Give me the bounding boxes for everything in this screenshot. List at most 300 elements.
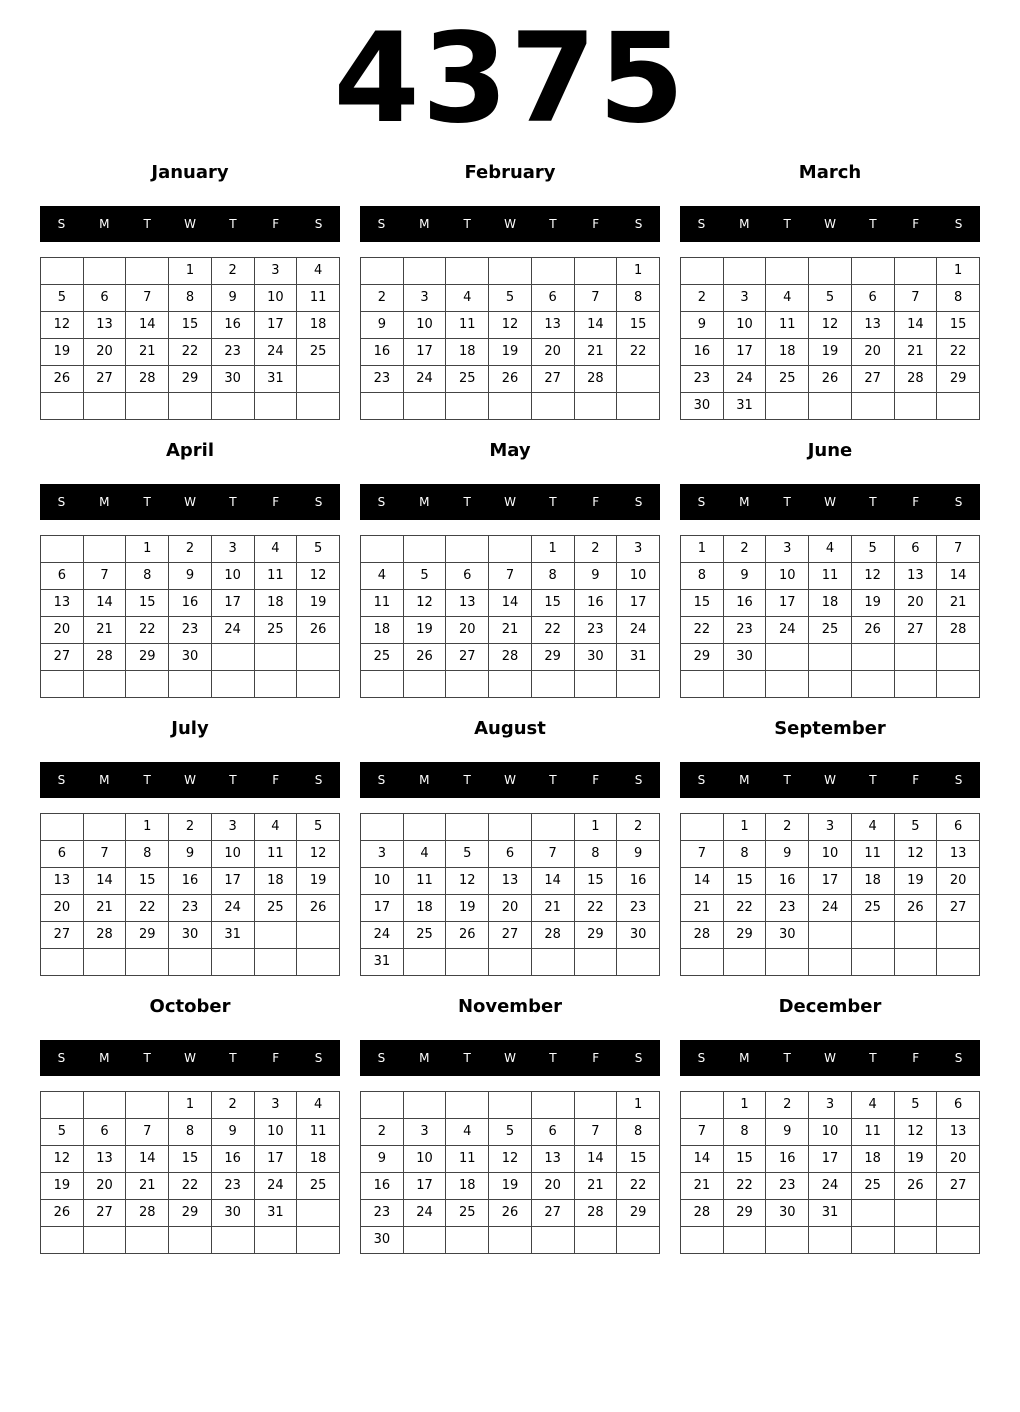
day-cell: 15 (126, 868, 169, 895)
day-cell: 19 (809, 339, 852, 366)
week-row (41, 258, 340, 285)
day-cell: 14 (937, 563, 980, 590)
day-cell: 17 (211, 868, 254, 895)
weekday-label: F (592, 217, 600, 231)
day-cell: 27 (937, 895, 980, 922)
day-cell: 22 (574, 895, 617, 922)
weekday-label: T (229, 217, 237, 231)
empty-day-cell (446, 536, 489, 563)
day-cell: 22 (169, 1173, 212, 1200)
day-cell: 22 (531, 617, 574, 644)
day-cell: 27 (41, 922, 84, 949)
day-cell: 13 (446, 590, 489, 617)
weekday-header (360, 762, 660, 798)
empty-day-cell (851, 1227, 894, 1254)
empty-day-cell (809, 949, 852, 976)
empty-day-cell (41, 671, 84, 698)
day-cell: 15 (723, 868, 766, 895)
day-cell: 31 (361, 949, 404, 976)
day-cell: 19 (851, 590, 894, 617)
day-cell: 3 (617, 536, 660, 563)
day-cell: 10 (617, 563, 660, 590)
day-cell: 5 (489, 1119, 532, 1146)
day-cell: 5 (41, 285, 84, 312)
empty-day-cell (489, 393, 532, 420)
day-cell: 11 (361, 590, 404, 617)
day-grid (680, 257, 980, 420)
day-cell: 2 (361, 285, 404, 312)
day-cell: 29 (531, 644, 574, 671)
day-cell: 22 (937, 339, 980, 366)
empty-day-cell (766, 1227, 809, 1254)
day-cell: 19 (297, 590, 340, 617)
empty-day-cell (126, 949, 169, 976)
day-cell: 28 (894, 366, 937, 393)
week-row (361, 1227, 660, 1254)
weekday-label: T (783, 1051, 791, 1065)
week-row (681, 671, 980, 698)
empty-day-cell (617, 366, 660, 393)
day-cell: 11 (446, 1146, 489, 1173)
day-cell: 4 (851, 1092, 894, 1119)
day-cell: 2 (169, 814, 212, 841)
day-cell: 7 (574, 1119, 617, 1146)
empty-day-cell (894, 393, 937, 420)
empty-day-cell (894, 949, 937, 976)
day-cell: 7 (937, 536, 980, 563)
week-row (361, 895, 660, 922)
weekday-label: M (419, 773, 430, 787)
day-cell: 11 (254, 563, 297, 590)
day-cell: 7 (126, 1119, 169, 1146)
day-cell: 14 (894, 312, 937, 339)
weekday-label: S (954, 773, 963, 787)
weekday-label: T (463, 495, 471, 509)
day-cell: 5 (894, 1092, 937, 1119)
day-cell: 11 (766, 312, 809, 339)
day-cell: 6 (41, 563, 84, 590)
day-cell: 26 (446, 922, 489, 949)
day-cell: 6 (937, 1092, 980, 1119)
week-row (41, 1092, 340, 1119)
day-cell: 15 (617, 312, 660, 339)
day-cell: 8 (574, 841, 617, 868)
day-cell: 26 (894, 895, 937, 922)
day-cell: 16 (211, 1146, 254, 1173)
empty-day-cell (297, 671, 340, 698)
day-cell: 21 (937, 590, 980, 617)
weekday-label: S (314, 217, 323, 231)
weekday-label: W (824, 1051, 836, 1065)
empty-day-cell (41, 949, 84, 976)
day-cell: 12 (894, 841, 937, 868)
day-cell: 22 (723, 895, 766, 922)
day-cell: 20 (851, 339, 894, 366)
weekday-label: T (143, 495, 151, 509)
day-cell: 10 (211, 841, 254, 868)
day-cell: 12 (489, 1146, 532, 1173)
day-cell: 10 (361, 868, 404, 895)
empty-day-cell (126, 258, 169, 285)
empty-day-cell (83, 1227, 126, 1254)
day-cell: 21 (83, 895, 126, 922)
empty-day-cell (297, 393, 340, 420)
week-row (41, 312, 340, 339)
week-row (361, 1092, 660, 1119)
day-cell: 31 (254, 1200, 297, 1227)
day-cell: 19 (489, 339, 532, 366)
day-cell: 4 (809, 536, 852, 563)
weekday-label: M (99, 1051, 110, 1065)
day-cell: 2 (211, 1092, 254, 1119)
weekday-header (360, 1040, 660, 1076)
week-row (681, 1092, 980, 1119)
day-cell: 24 (211, 617, 254, 644)
day-cell: 25 (403, 922, 446, 949)
day-cell: 24 (403, 366, 446, 393)
day-cell: 13 (83, 1146, 126, 1173)
empty-day-cell (681, 949, 724, 976)
week-row (41, 895, 340, 922)
day-cell: 17 (361, 895, 404, 922)
day-cell: 30 (766, 1200, 809, 1227)
empty-day-cell (723, 1227, 766, 1254)
month-name: August (474, 718, 546, 739)
day-cell: 13 (937, 841, 980, 868)
day-cell: 28 (126, 366, 169, 393)
week-row (681, 312, 980, 339)
week-row (681, 617, 980, 644)
empty-day-cell (361, 671, 404, 698)
empty-day-cell (361, 1092, 404, 1119)
month-name: June (807, 440, 853, 461)
day-cell: 27 (489, 922, 532, 949)
day-cell: 9 (211, 1119, 254, 1146)
day-cell: 31 (254, 366, 297, 393)
day-cell: 22 (126, 617, 169, 644)
day-cell: 23 (361, 1200, 404, 1227)
day-cell: 29 (169, 366, 212, 393)
weekday-header (360, 484, 660, 520)
weekday-label: S (377, 217, 386, 231)
weekday-label: W (824, 495, 836, 509)
empty-day-cell (403, 1227, 446, 1254)
day-cell: 16 (681, 339, 724, 366)
day-cell: 7 (894, 285, 937, 312)
day-cell: 8 (126, 563, 169, 590)
weekday-label: T (143, 217, 151, 231)
day-cell: 28 (83, 922, 126, 949)
day-cell: 28 (681, 1200, 724, 1227)
empty-day-cell (83, 536, 126, 563)
day-cell: 17 (809, 1146, 852, 1173)
day-cell: 16 (766, 1146, 809, 1173)
day-cell: 10 (211, 563, 254, 590)
day-cell: 6 (894, 536, 937, 563)
empty-day-cell (446, 814, 489, 841)
day-cell: 27 (531, 366, 574, 393)
day-cell: 2 (681, 285, 724, 312)
week-row (361, 393, 660, 420)
weekday-label: T (463, 217, 471, 231)
day-cell: 23 (766, 895, 809, 922)
weekday-header (680, 762, 980, 798)
weekday-header (360, 206, 660, 242)
day-cell: 16 (723, 590, 766, 617)
empty-day-cell (851, 949, 894, 976)
day-cell: 19 (489, 1173, 532, 1200)
day-cell: 4 (851, 814, 894, 841)
weekday-label: F (272, 495, 280, 509)
week-row (41, 814, 340, 841)
weekday-label: T (463, 1051, 471, 1065)
weekday-label: S (697, 495, 706, 509)
weekday-label: F (272, 217, 280, 231)
day-cell: 24 (361, 922, 404, 949)
day-cell: 4 (361, 563, 404, 590)
day-cell: 12 (446, 868, 489, 895)
day-cell: 3 (809, 814, 852, 841)
empty-day-cell (41, 1092, 84, 1119)
day-cell: 6 (446, 563, 489, 590)
empty-day-cell (681, 814, 724, 841)
day-cell: 18 (297, 312, 340, 339)
empty-day-cell (766, 949, 809, 976)
weekday-label: F (272, 773, 280, 787)
weekday-label: T (549, 1051, 557, 1065)
weekday-label: S (57, 217, 66, 231)
day-cell: 2 (766, 814, 809, 841)
day-cell: 28 (531, 922, 574, 949)
day-cell: 12 (809, 312, 852, 339)
empty-day-cell (851, 258, 894, 285)
day-cell: 26 (41, 366, 84, 393)
empty-day-cell (894, 258, 937, 285)
day-cell: 12 (41, 312, 84, 339)
empty-day-cell (83, 949, 126, 976)
day-cell: 8 (723, 841, 766, 868)
day-grid (360, 257, 660, 420)
week-row (41, 868, 340, 895)
week-row (681, 563, 980, 590)
empty-day-cell (446, 1092, 489, 1119)
weekday-label: M (99, 495, 110, 509)
day-cell: 31 (723, 393, 766, 420)
day-cell: 24 (723, 366, 766, 393)
day-cell: 30 (681, 393, 724, 420)
empty-day-cell (41, 258, 84, 285)
day-cell: 20 (531, 339, 574, 366)
weekday-label: T (783, 217, 791, 231)
day-cell: 19 (894, 868, 937, 895)
day-grid (360, 813, 660, 976)
day-cell: 21 (83, 617, 126, 644)
weekday-label: F (912, 495, 920, 509)
day-cell: 9 (169, 563, 212, 590)
week-row (681, 536, 980, 563)
weekday-label: M (739, 495, 750, 509)
day-cell: 27 (83, 366, 126, 393)
weekday-label: T (229, 495, 237, 509)
day-cell: 25 (297, 1173, 340, 1200)
day-cell: 6 (937, 814, 980, 841)
day-cell: 20 (41, 895, 84, 922)
empty-day-cell (851, 922, 894, 949)
day-cell: 3 (403, 285, 446, 312)
day-cell: 8 (126, 841, 169, 868)
day-cell: 26 (41, 1200, 84, 1227)
weekday-label: F (912, 1051, 920, 1065)
day-cell: 5 (446, 841, 489, 868)
day-cell: 1 (723, 1092, 766, 1119)
weekday-label: S (634, 495, 643, 509)
day-cell: 27 (937, 1173, 980, 1200)
day-cell: 4 (403, 841, 446, 868)
day-cell: 2 (723, 536, 766, 563)
week-row (361, 1119, 660, 1146)
empty-day-cell (681, 671, 724, 698)
empty-day-cell (126, 671, 169, 698)
day-cell: 15 (126, 590, 169, 617)
day-cell: 26 (851, 617, 894, 644)
day-cell: 25 (361, 644, 404, 671)
day-cell: 11 (403, 868, 446, 895)
day-cell: 14 (531, 868, 574, 895)
empty-day-cell (574, 1092, 617, 1119)
day-cell: 4 (254, 814, 297, 841)
day-cell: 29 (169, 1200, 212, 1227)
day-cell: 25 (297, 339, 340, 366)
week-row (41, 1227, 340, 1254)
day-cell: 23 (169, 617, 212, 644)
day-cell: 14 (126, 1146, 169, 1173)
day-cell: 15 (937, 312, 980, 339)
weekday-header (40, 484, 340, 520)
day-cell: 14 (83, 868, 126, 895)
week-row (361, 258, 660, 285)
day-cell: 21 (574, 1173, 617, 1200)
day-cell: 23 (169, 895, 212, 922)
week-row (681, 366, 980, 393)
day-cell: 29 (617, 1200, 660, 1227)
day-cell: 4 (254, 536, 297, 563)
empty-day-cell (937, 949, 980, 976)
day-cell: 17 (403, 1173, 446, 1200)
week-row (41, 644, 340, 671)
day-cell: 2 (211, 258, 254, 285)
day-cell: 15 (169, 312, 212, 339)
weekday-label: T (783, 773, 791, 787)
day-cell: 18 (851, 868, 894, 895)
weekday-label: F (592, 495, 600, 509)
week-row (361, 617, 660, 644)
empty-day-cell (489, 814, 532, 841)
weekday-label: T (549, 495, 557, 509)
empty-day-cell (254, 644, 297, 671)
week-row (41, 536, 340, 563)
weekday-label: S (697, 773, 706, 787)
empty-day-cell (41, 393, 84, 420)
day-cell: 23 (361, 366, 404, 393)
day-cell: 16 (361, 1173, 404, 1200)
weekday-label: W (824, 217, 836, 231)
empty-day-cell (83, 671, 126, 698)
empty-day-cell (681, 1092, 724, 1119)
empty-day-cell (297, 366, 340, 393)
day-cell: 19 (446, 895, 489, 922)
day-cell: 30 (211, 1200, 254, 1227)
empty-day-cell (169, 393, 212, 420)
day-cell: 18 (851, 1146, 894, 1173)
day-cell: 9 (766, 1119, 809, 1146)
weekday-label: F (272, 1051, 280, 1065)
day-cell: 9 (169, 841, 212, 868)
weekday-label: W (184, 773, 196, 787)
day-cell: 13 (489, 868, 532, 895)
empty-day-cell (126, 1227, 169, 1254)
day-cell: 9 (766, 841, 809, 868)
empty-day-cell (489, 258, 532, 285)
weekday-label: S (57, 1051, 66, 1065)
day-cell: 3 (361, 841, 404, 868)
day-cell: 4 (297, 1092, 340, 1119)
week-row (41, 285, 340, 312)
day-cell: 12 (894, 1119, 937, 1146)
empty-day-cell (617, 393, 660, 420)
week-row (41, 922, 340, 949)
day-cell: 15 (723, 1146, 766, 1173)
week-row (681, 949, 980, 976)
weekday-label: S (377, 773, 386, 787)
weekday-label: W (184, 1051, 196, 1065)
day-cell: 1 (169, 258, 212, 285)
day-cell: 2 (574, 536, 617, 563)
weekday-label: S (57, 495, 66, 509)
week-row (361, 339, 660, 366)
week-row (681, 339, 980, 366)
day-cell: 15 (574, 868, 617, 895)
day-cell: 7 (531, 841, 574, 868)
day-cell: 24 (403, 1200, 446, 1227)
week-row (681, 285, 980, 312)
empty-day-cell (531, 258, 574, 285)
weekday-label: S (57, 773, 66, 787)
day-cell: 20 (937, 868, 980, 895)
day-cell: 9 (574, 563, 617, 590)
weekday-label: S (634, 773, 643, 787)
weekday-label: W (184, 217, 196, 231)
day-cell: 1 (531, 536, 574, 563)
day-cell: 4 (766, 285, 809, 312)
day-cell: 2 (169, 536, 212, 563)
empty-day-cell (617, 1227, 660, 1254)
day-cell: 3 (766, 536, 809, 563)
day-cell: 8 (681, 563, 724, 590)
week-row (361, 366, 660, 393)
empty-day-cell (169, 671, 212, 698)
empty-day-cell (211, 644, 254, 671)
empty-day-cell (361, 393, 404, 420)
week-row (681, 1146, 980, 1173)
day-cell: 5 (809, 285, 852, 312)
day-cell: 18 (297, 1146, 340, 1173)
weekday-header (40, 762, 340, 798)
empty-day-cell (851, 1200, 894, 1227)
empty-day-cell (809, 258, 852, 285)
empty-day-cell (126, 1092, 169, 1119)
week-row (681, 1119, 980, 1146)
empty-day-cell (403, 671, 446, 698)
